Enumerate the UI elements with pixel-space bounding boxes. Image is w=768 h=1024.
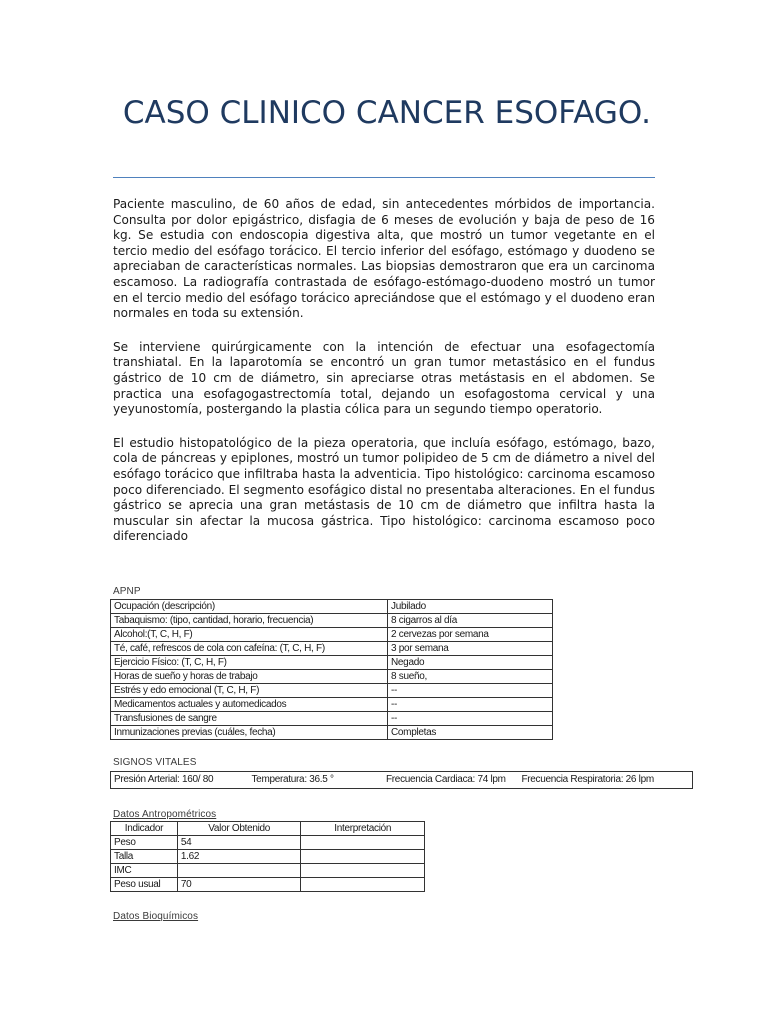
title-divider — [113, 177, 655, 178]
column-header: Indicador — [111, 822, 178, 836]
apnp-table — [110, 599, 553, 740]
indicator-cell: Peso usual — [111, 878, 178, 892]
paragraph-2: Se interviene quirúrgicamente con la intención de efectuar una esofagectomía transhiatal. En la laparotomía se encontró un gran tumor metastásico en el fundus gástrico de 10 cm de diámetro, sin apreciarse otras metástasis en el abdomen. Se practica una esofagogastrectomía total, dejando un esofagostoma cervical y una yeyunostomía, postergando la plastia cólica para un segundo tiempo operatorio. — [113, 339, 655, 417]
paragraph-3: El estudio histopatológico de la pieza operatoria, que incluía esófago, estómago, bazo, cola de páncreas y epiplones, mostró un tumor polipideo de 5 cm de diámetro a nivel del esófago torácico que infiltraba hasta la adventicia. Tipo histológico: carcinoma escamoso poco diferenciado. El segmento esofágico distal no presentaba alteraciones. En el fundus gástrico se aprecia una gran metástasis de 10 cm de diámetro que infiltra hasta la muscular sin afectar la mucosa gástrica. Tipo histológico: carcinoma escamoso poco diferenciado — [113, 435, 655, 544]
apnp-value: -- — [388, 712, 553, 726]
apnp-key: Inmunizaciones previas (cuáles, fecha) — [111, 726, 388, 740]
apnp-value: Completas — [388, 726, 553, 740]
anthropometric-label: Datos Antropométricos — [113, 809, 217, 820]
indicator-cell: IMC — [111, 864, 178, 878]
apnp-key: Té, café, refrescos de cola con cafeína: (T, C, H, F) — [111, 642, 388, 656]
apnp-key: Horas de sueño y horas de trabajo — [111, 670, 388, 684]
anthropometric-table — [110, 821, 425, 892]
respiratory-rate: Frecuencia Respiratoria: 26 lpm — [521, 774, 654, 785]
table-row — [111, 628, 553, 642]
table-row — [111, 836, 425, 850]
apnp-value: Jubilado — [388, 600, 553, 614]
value-cell — [177, 864, 301, 878]
apnp-value: 2 cervezas por semana — [388, 628, 553, 642]
vitals-label: SIGNOS VITALES — [113, 757, 197, 768]
table-row — [111, 698, 553, 712]
document-title: CASO CLINICO CANCER ESOFAGO. — [113, 95, 651, 131]
apnp-key: Ocupación (descripción) — [111, 600, 388, 614]
vitals-cell — [111, 772, 693, 789]
apnp-key: Medicamentos actuales y automedicados — [111, 698, 388, 712]
apnp-key: Ejercicio Físico: (T, C, H, F) — [111, 656, 388, 670]
apnp-value: -- — [388, 698, 553, 712]
apnp-value: 3 por semana — [388, 642, 553, 656]
case-body — [113, 197, 655, 563]
table-row — [111, 850, 425, 864]
table-row — [111, 772, 693, 789]
value-cell: 70 — [177, 878, 301, 892]
indicator-cell: Peso — [111, 836, 178, 850]
apnp-label: APNP — [113, 586, 141, 597]
apnp-key: Transfusiones de sangre — [111, 712, 388, 726]
interpretation-cell — [301, 878, 425, 892]
vitals-table — [110, 771, 693, 789]
apnp-value: 8 cigarros al día — [388, 614, 553, 628]
apnp-value: Negado — [388, 656, 553, 670]
apnp-key: Tabaquismo: (tipo, cantidad, horario, frecuencia) — [111, 614, 388, 628]
apnp-value: -- — [388, 684, 553, 698]
table-row — [111, 726, 553, 740]
column-header: Interpretación — [301, 822, 425, 836]
apnp-value: 8 sueño, — [388, 670, 553, 684]
heart-rate: Frecuencia Cardiaca: 74 lpm — [385, 774, 506, 785]
apnp-key: Estrés y edo emocional (T, C, H, F) — [111, 684, 388, 698]
interpretation-cell — [301, 836, 425, 850]
table-row — [111, 600, 553, 614]
paragraph-1: Paciente masculino, de 60 años de edad, sin antecedentes mórbidos de importancia. Consulta por dolor epigástrico, disfagia de 6 meses de evolución y baja de peso de 16 kg. Se estudia con endoscopia digestiva alta, que mostró un tumor vegetante en el tercio medio del esófago torácico. El tercio inferior del esófago, estómago y duodeno se apreciaban de características normales. Las biopsias demostraron que era un carcinoma escamoso. La radiografía contrastada de esófago-estómago-duodeno mostró un tumor en el tercio medio del esófago torácico apreciándose que el estómago y el duodeno eran normales en toda su extensión. — [113, 197, 655, 321]
column-header: Valor Obtenido — [177, 822, 301, 836]
table-row — [111, 878, 425, 892]
apnp-key: Alcohol:(T, C, H, F) — [111, 628, 388, 642]
value-cell: 54 — [177, 836, 301, 850]
interpretation-cell — [301, 850, 425, 864]
table-row — [111, 712, 553, 726]
table-row — [111, 670, 553, 684]
table-row — [111, 614, 553, 628]
interpretation-cell — [301, 864, 425, 878]
table-header-row — [111, 822, 425, 836]
value-cell: 1.62 — [177, 850, 301, 864]
indicator-cell: Talla — [111, 850, 178, 864]
table-row — [111, 656, 553, 670]
table-row — [111, 684, 553, 698]
biochemical-label: Datos Bioquímicos — [113, 911, 199, 922]
temperature: Temperatura: 36.5 ° — [251, 774, 334, 785]
table-row — [111, 642, 553, 656]
table-row — [111, 864, 425, 878]
blood-pressure: Presión Arterial: 160/ 80 — [114, 774, 214, 785]
